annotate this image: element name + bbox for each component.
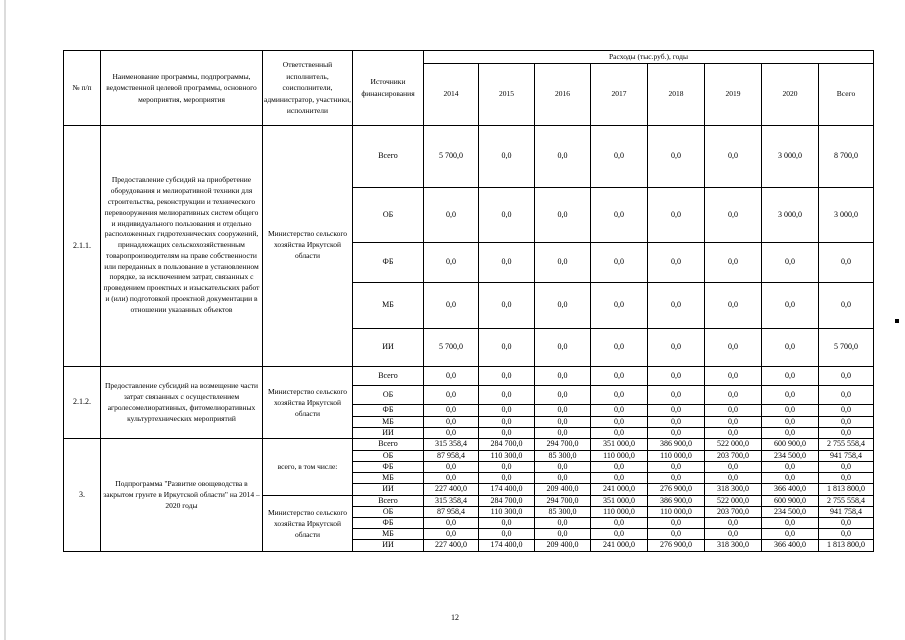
- value-cell: 0,0: [479, 472, 535, 483]
- value-cell: 0,0: [762, 282, 819, 328]
- value-cell: 351 000,0: [591, 438, 648, 450]
- value-cell: 0,0: [648, 528, 705, 539]
- value-cell: 3 000,0: [762, 187, 819, 242]
- value-cell: 0,0: [424, 385, 479, 404]
- value-cell: 0,0: [762, 461, 819, 472]
- value-cell: 0,0: [591, 528, 648, 539]
- value-cell: 234 500,0: [762, 506, 819, 517]
- funding-source: ФБ: [353, 461, 424, 472]
- header-num: № п/п: [64, 51, 101, 126]
- value-cell: 0,0: [648, 517, 705, 528]
- value-cell: 209 400,0: [535, 539, 591, 551]
- value-cell: 0,0: [591, 427, 648, 438]
- value-cell: 315 358,4: [424, 438, 479, 450]
- value-cell: 0,0: [479, 187, 535, 242]
- value-cell: 0,0: [479, 416, 535, 427]
- value-cell: 0,0: [705, 242, 762, 282]
- total-cell: 2 755 558,4: [819, 495, 874, 506]
- value-cell: 0,0: [591, 517, 648, 528]
- total-cell: 0,0: [819, 385, 874, 404]
- value-cell: 0,0: [591, 125, 648, 187]
- value-cell: 0,0: [479, 385, 535, 404]
- value-cell: 0,0: [479, 242, 535, 282]
- page-edge-shadow: [4, 0, 6, 640]
- value-cell: 0,0: [648, 242, 705, 282]
- row-number: 2.1.2.: [64, 366, 101, 438]
- value-cell: 0,0: [535, 461, 591, 472]
- value-cell: 110 300,0: [479, 450, 535, 461]
- header-year: 2014: [424, 63, 479, 125]
- value-cell: 0,0: [424, 404, 479, 416]
- value-cell: 174 400,0: [479, 539, 535, 551]
- value-cell: 0,0: [535, 427, 591, 438]
- value-cell: 0,0: [762, 427, 819, 438]
- value-cell: 110 000,0: [648, 506, 705, 517]
- value-cell: 386 900,0: [648, 495, 705, 506]
- total-cell: 0,0: [819, 517, 874, 528]
- header-name: Наименование программы, подпрограммы, ведомственной целевой программы, основного мероприятия, мероприятия: [101, 51, 263, 126]
- value-cell: 0,0: [762, 528, 819, 539]
- total-cell: 941 758,4: [819, 450, 874, 461]
- value-cell: 85 300,0: [535, 506, 591, 517]
- value-cell: 315 358,4: [424, 495, 479, 506]
- funding-source: Всего: [353, 438, 424, 450]
- value-cell: 234 500,0: [762, 450, 819, 461]
- value-cell: 0,0: [648, 366, 705, 385]
- total-cell: 0,0: [819, 242, 874, 282]
- value-cell: 600 900,0: [762, 438, 819, 450]
- total-cell: 8 700,0: [819, 125, 874, 187]
- funding-source: ФБ: [353, 517, 424, 528]
- value-cell: 522 000,0: [705, 438, 762, 450]
- table-row: [64, 438, 874, 450]
- funding-source: ОБ: [353, 187, 424, 242]
- header-year: 2017: [591, 63, 648, 125]
- value-cell: 203 700,0: [705, 450, 762, 461]
- header-year: 2018: [648, 63, 705, 125]
- value-cell: 0,0: [479, 427, 535, 438]
- responsible-executor: Министерство сельского хозяйства Иркутской области: [263, 125, 353, 366]
- value-cell: 0,0: [591, 385, 648, 404]
- value-cell: 0,0: [648, 472, 705, 483]
- value-cell: 0,0: [424, 427, 479, 438]
- value-cell: 0,0: [591, 242, 648, 282]
- value-cell: 227 400,0: [424, 539, 479, 551]
- value-cell: 241 000,0: [591, 483, 648, 495]
- value-cell: 0,0: [535, 187, 591, 242]
- value-cell: 0,0: [535, 328, 591, 366]
- total-cell: 0,0: [819, 416, 874, 427]
- value-cell: 241 000,0: [591, 539, 648, 551]
- value-cell: 0,0: [424, 282, 479, 328]
- value-cell: 0,0: [591, 416, 648, 427]
- value-cell: 0,0: [762, 517, 819, 528]
- total-cell: 0,0: [819, 472, 874, 483]
- value-cell: 0,0: [591, 404, 648, 416]
- value-cell: 0,0: [591, 187, 648, 242]
- value-cell: 0,0: [424, 366, 479, 385]
- value-cell: 3 000,0: [762, 125, 819, 187]
- value-cell: 87 958,4: [424, 450, 479, 461]
- total-cell: 0,0: [819, 282, 874, 328]
- row-number: 2.1.1.: [64, 125, 101, 366]
- value-cell: 0,0: [479, 282, 535, 328]
- value-cell: 0,0: [762, 242, 819, 282]
- measure-name: Предоставление субсидий на возмещение части затрат связанных с осуществлением агролесомелиоративных, фитомелиоративных культуртехнических мероприятий: [101, 366, 263, 438]
- header-source: Источники финансирования: [353, 51, 424, 126]
- value-cell: 110 000,0: [591, 450, 648, 461]
- value-cell: 0,0: [424, 187, 479, 242]
- value-cell: 0,0: [535, 366, 591, 385]
- value-cell: 227 400,0: [424, 483, 479, 495]
- total-cell: 0,0: [819, 461, 874, 472]
- value-cell: 318 300,0: [705, 483, 762, 495]
- funding-source: ФБ: [353, 242, 424, 282]
- value-cell: 0,0: [648, 282, 705, 328]
- value-cell: 294 700,0: [535, 495, 591, 506]
- total-cell: 0,0: [819, 427, 874, 438]
- value-cell: 5 700,0: [424, 125, 479, 187]
- value-cell: 203 700,0: [705, 506, 762, 517]
- value-cell: 0,0: [479, 517, 535, 528]
- budget-table: [63, 50, 874, 552]
- funding-source: ИИ: [353, 328, 424, 366]
- value-cell: 0,0: [705, 461, 762, 472]
- funding-source: ИИ: [353, 483, 424, 495]
- value-cell: 0,0: [535, 282, 591, 328]
- total-cell: 0,0: [819, 404, 874, 416]
- value-cell: 0,0: [762, 416, 819, 427]
- value-cell: 0,0: [648, 385, 705, 404]
- value-cell: 0,0: [479, 528, 535, 539]
- header-total: Всего: [819, 63, 874, 125]
- responsible-executor: Министерство сельского хозяйства Иркутской области: [263, 495, 353, 551]
- value-cell: 0,0: [535, 242, 591, 282]
- value-cell: 209 400,0: [535, 483, 591, 495]
- value-cell: 0,0: [591, 328, 648, 366]
- value-cell: 0,0: [705, 528, 762, 539]
- value-cell: 600 900,0: [762, 495, 819, 506]
- value-cell: 0,0: [762, 385, 819, 404]
- total-cell: 0,0: [819, 528, 874, 539]
- responsible-executor: всего, в том числе:: [263, 438, 353, 495]
- value-cell: 0,0: [424, 242, 479, 282]
- header-year: 2019: [705, 63, 762, 125]
- measure-name: Предоставление субсидий на приобретение оборудования и мелиоративной техники для строительства, реконструкции и технического перевооружения мелиоративных систем общего и индивидуального пользования и отдельно расположенных гидротехнических сооружений, принадлежащих сельскохозяйственным товаропроизводителям на праве собственности или переданных в пользование в установленном порядке, за исключением затрат, связанных с проведением проектных и изыскательских работ и (или) подготовкой проектной документации в отношении указанных объектов: [101, 125, 263, 366]
- responsible-executor: Министерство сельского хозяйства Иркутской области: [263, 366, 353, 438]
- value-cell: 318 300,0: [705, 539, 762, 551]
- value-cell: 0,0: [648, 328, 705, 366]
- value-cell: 0,0: [705, 427, 762, 438]
- value-cell: 522 000,0: [705, 495, 762, 506]
- value-cell: 0,0: [762, 328, 819, 366]
- value-cell: 0,0: [705, 416, 762, 427]
- value-cell: 0,0: [648, 427, 705, 438]
- total-cell: 941 758,4: [819, 506, 874, 517]
- funding-source: ФБ: [353, 404, 424, 416]
- value-cell: 0,0: [705, 187, 762, 242]
- value-cell: 174 400,0: [479, 483, 535, 495]
- value-cell: 0,0: [424, 528, 479, 539]
- table-row: [64, 366, 874, 385]
- value-cell: 110 300,0: [479, 506, 535, 517]
- value-cell: 0,0: [535, 404, 591, 416]
- value-cell: 0,0: [479, 461, 535, 472]
- value-cell: 276 900,0: [648, 483, 705, 495]
- value-cell: 0,0: [762, 472, 819, 483]
- value-cell: 366 400,0: [762, 539, 819, 551]
- total-cell: 0,0: [819, 366, 874, 385]
- value-cell: 0,0: [535, 125, 591, 187]
- value-cell: 284 700,0: [479, 438, 535, 450]
- value-cell: 351 000,0: [591, 495, 648, 506]
- value-cell: 0,0: [648, 404, 705, 416]
- funding-source: МБ: [353, 416, 424, 427]
- total-cell: 1 813 800,0: [819, 483, 874, 495]
- value-cell: 0,0: [424, 472, 479, 483]
- total-cell: 3 000,0: [819, 187, 874, 242]
- value-cell: 0,0: [479, 125, 535, 187]
- value-cell: 0,0: [535, 472, 591, 483]
- page-number: 12: [451, 613, 459, 622]
- funding-source: МБ: [353, 472, 424, 483]
- value-cell: 0,0: [705, 125, 762, 187]
- funding-source: ОБ: [353, 450, 424, 461]
- value-cell: 0,0: [648, 187, 705, 242]
- funding-source: МБ: [353, 528, 424, 539]
- value-cell: 0,0: [424, 416, 479, 427]
- total-cell: 5 700,0: [819, 328, 874, 366]
- value-cell: 0,0: [535, 416, 591, 427]
- value-cell: 366 400,0: [762, 483, 819, 495]
- funding-source: Всего: [353, 366, 424, 385]
- value-cell: 0,0: [591, 282, 648, 328]
- funding-source: ОБ: [353, 506, 424, 517]
- value-cell: 294 700,0: [535, 438, 591, 450]
- value-cell: 0,0: [591, 472, 648, 483]
- value-cell: 0,0: [705, 385, 762, 404]
- header-year: 2015: [479, 63, 535, 125]
- value-cell: 0,0: [535, 517, 591, 528]
- value-cell: 0,0: [705, 472, 762, 483]
- value-cell: 276 900,0: [648, 539, 705, 551]
- funding-source: ИИ: [353, 539, 424, 551]
- funding-source: МБ: [353, 282, 424, 328]
- value-cell: 5 700,0: [424, 328, 479, 366]
- value-cell: 0,0: [705, 404, 762, 416]
- binding-mark: [895, 319, 899, 323]
- value-cell: 0,0: [479, 328, 535, 366]
- row-number: 3.: [64, 438, 101, 551]
- value-cell: 110 000,0: [648, 450, 705, 461]
- table-row: [64, 125, 874, 187]
- header-year: 2020: [762, 63, 819, 125]
- funding-source: ИИ: [353, 427, 424, 438]
- value-cell: 386 900,0: [648, 438, 705, 450]
- funding-source: Всего: [353, 125, 424, 187]
- funding-source: ОБ: [353, 385, 424, 404]
- value-cell: 0,0: [479, 366, 535, 385]
- value-cell: 87 958,4: [424, 506, 479, 517]
- value-cell: 0,0: [424, 461, 479, 472]
- value-cell: 0,0: [479, 404, 535, 416]
- value-cell: 0,0: [591, 366, 648, 385]
- value-cell: 0,0: [705, 366, 762, 385]
- value-cell: 0,0: [648, 125, 705, 187]
- header-year: 2016: [535, 63, 591, 125]
- value-cell: 0,0: [535, 528, 591, 539]
- value-cell: 0,0: [648, 416, 705, 427]
- header-expenses: Расходы (тыс.руб.), годы: [424, 51, 874, 64]
- total-cell: 1 813 800,0: [819, 539, 874, 551]
- value-cell: 0,0: [705, 328, 762, 366]
- funding-source: Всего: [353, 495, 424, 506]
- total-cell: 2 755 558,4: [819, 438, 874, 450]
- value-cell: 0,0: [535, 385, 591, 404]
- measure-name: Подпрограмма "Развитие овощеводства в закрытом грунте в Иркутской области" на 2014 – 2020 годы: [101, 438, 263, 551]
- value-cell: 0,0: [424, 517, 479, 528]
- value-cell: 0,0: [705, 282, 762, 328]
- value-cell: 110 000,0: [591, 506, 648, 517]
- value-cell: 0,0: [762, 366, 819, 385]
- value-cell: 0,0: [762, 404, 819, 416]
- value-cell: 0,0: [705, 517, 762, 528]
- value-cell: 85 300,0: [535, 450, 591, 461]
- value-cell: 0,0: [591, 461, 648, 472]
- header-responsible: Ответственный исполнитель, соисполнители, администратор, участники, исполнители: [263, 51, 353, 126]
- value-cell: 0,0: [648, 461, 705, 472]
- value-cell: 284 700,0: [479, 495, 535, 506]
